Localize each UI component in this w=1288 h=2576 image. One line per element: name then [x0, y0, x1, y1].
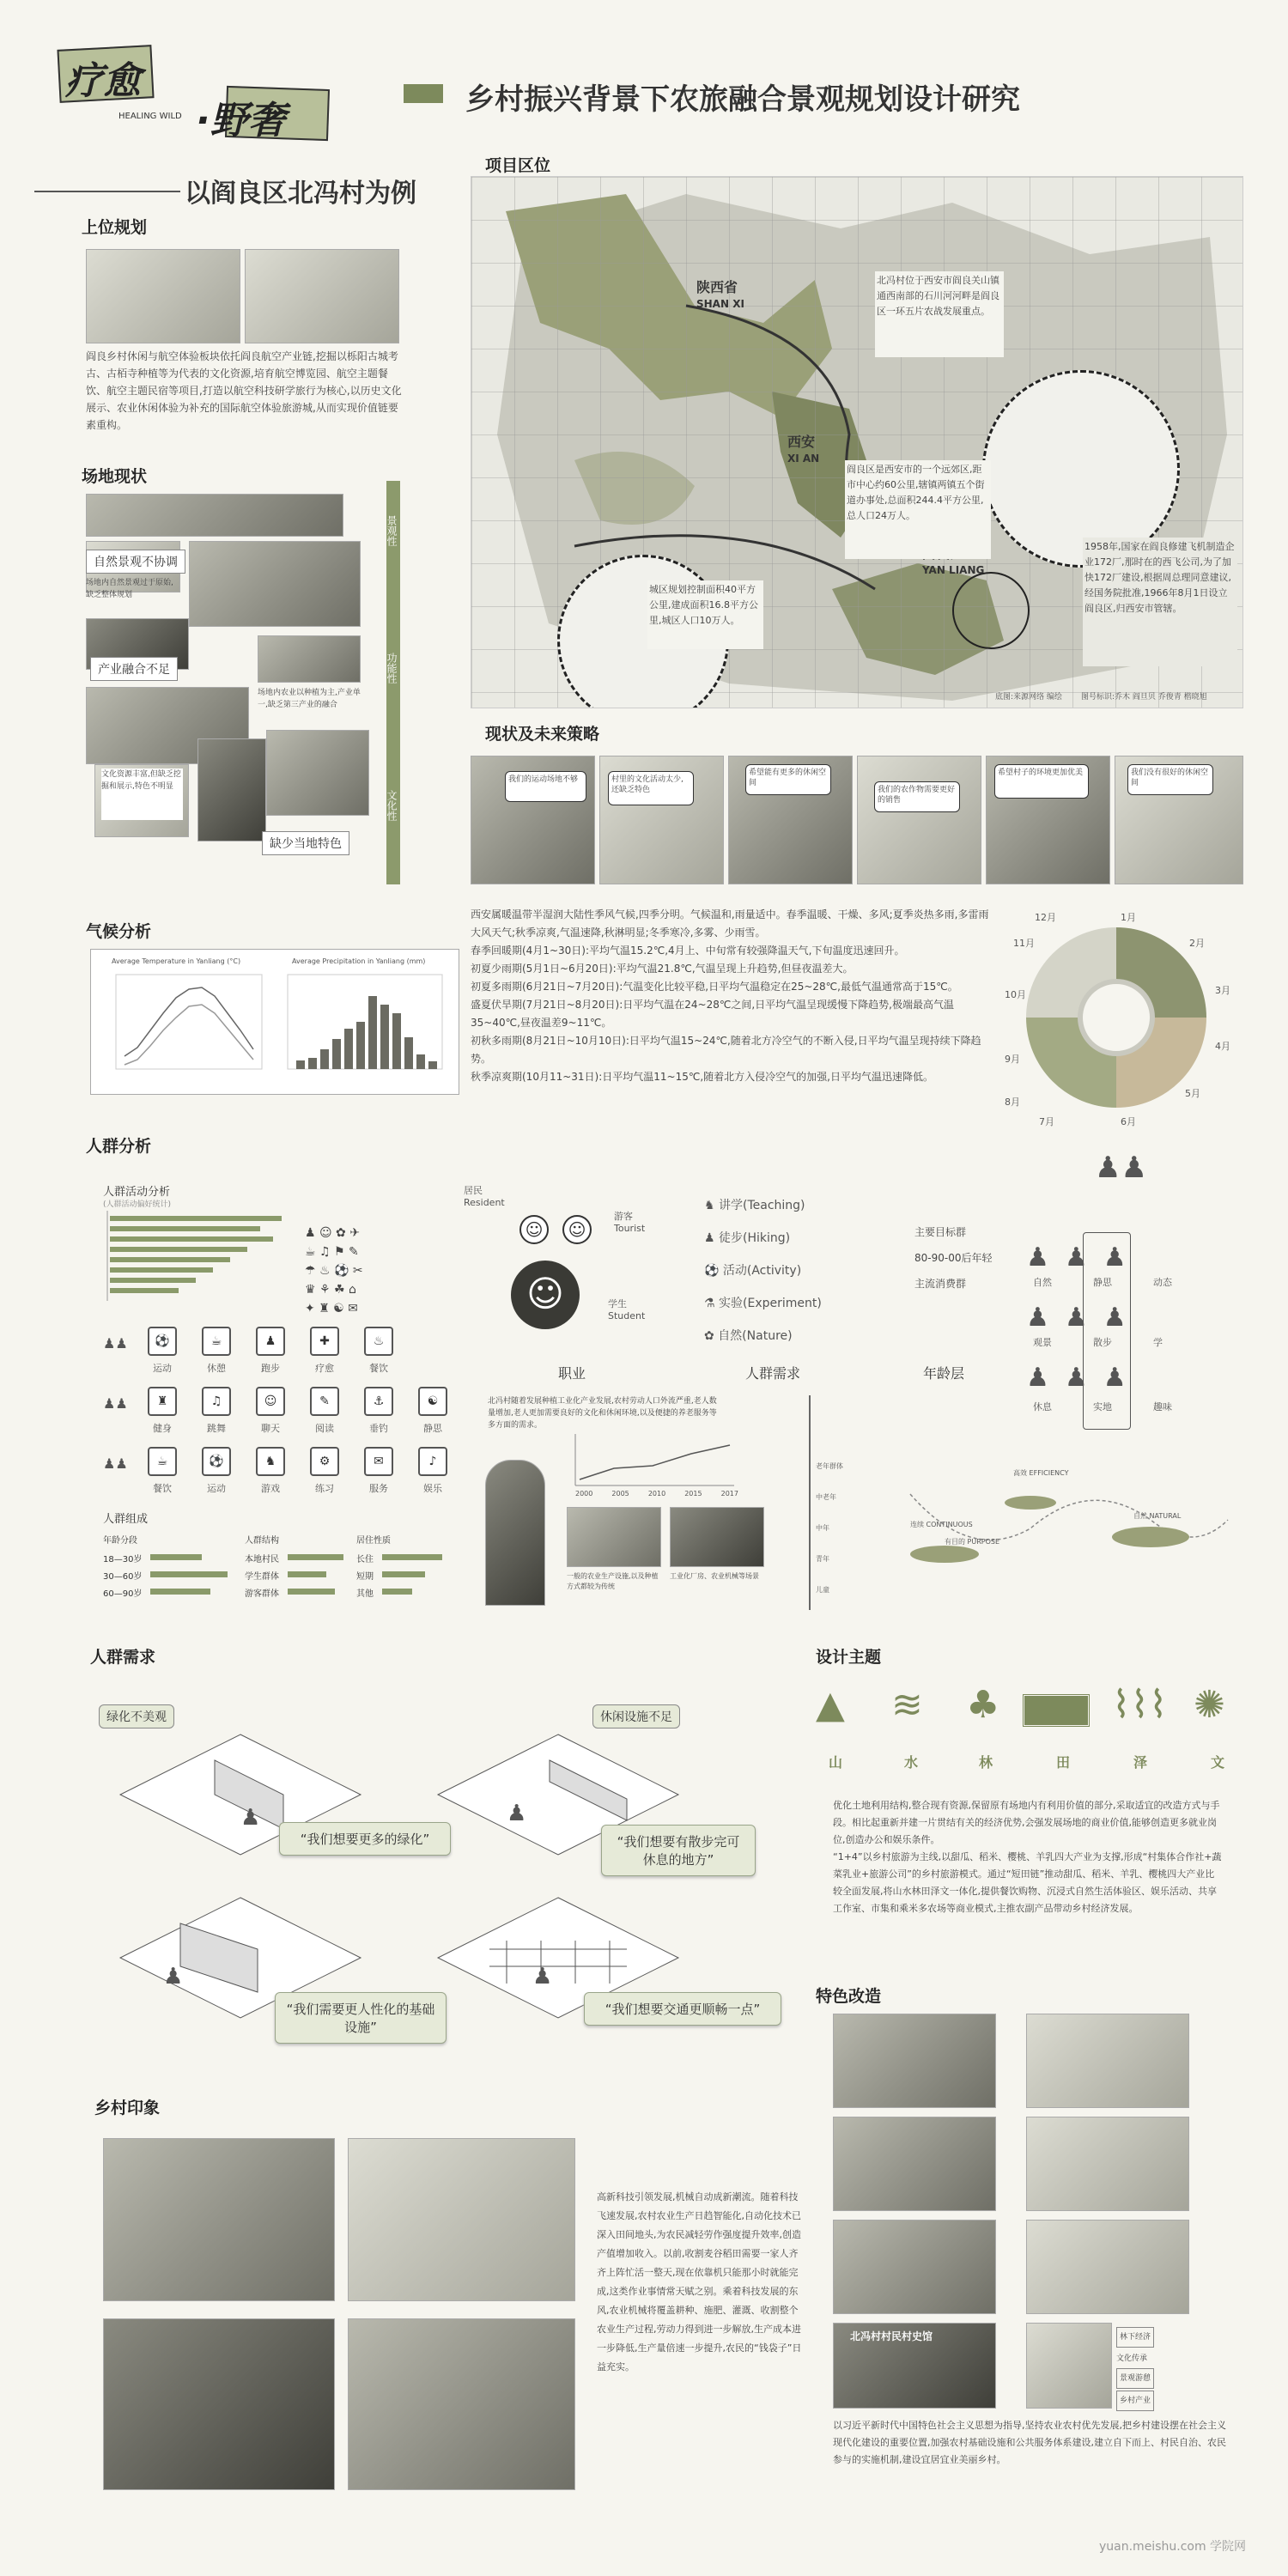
pict-label: 静思: [1093, 1277, 1112, 1288]
age-tick: 中老年: [816, 1493, 836, 1501]
activity-label: 跑步: [261, 1363, 280, 1374]
temp-chart-title: Average Temperature in Yanliang (°C): [112, 957, 241, 965]
marsh-icon: ⌇⌇⌇: [1112, 1683, 1168, 1727]
activity-icon: ☺: [256, 1387, 285, 1416]
activity-icon: ♨: [364, 1327, 393, 1356]
activity-title: 人群活动分析: [103, 1186, 171, 1199]
needs-quote: “我们想要有散步完可休息的地方”: [601, 1825, 756, 1876]
activity-subtitle: (人群活动偏好统计): [103, 1200, 172, 1209]
need-item: ⚗ 实验(Experiment): [704, 1297, 822, 1310]
activity-label: 游戏: [261, 1483, 280, 1494]
activity-label: 练习: [315, 1483, 334, 1494]
site-side-1: 景观性: [386, 515, 398, 546]
persona-col-header: 职业: [558, 1365, 586, 1382]
comp-res-1: 长住: [356, 1555, 374, 1564]
year-tick: 2017: [720, 1490, 738, 1498]
upper-plan-heading: 上位规划: [82, 218, 148, 237]
activity-icon: ✚: [310, 1327, 339, 1356]
tourist-label: 游客: [614, 1211, 633, 1222]
pict-label: 观景: [1033, 1337, 1052, 1348]
student-label: 学生: [608, 1298, 627, 1309]
activity-icon: ⚽: [202, 1447, 231, 1476]
pictogram-figure: ♟♟: [1095, 1151, 1147, 1185]
month-label: 2月: [1189, 938, 1205, 949]
target-line: 主要目标群: [914, 1226, 967, 1238]
activity-label: 健身: [153, 1423, 172, 1434]
persona-resident: [464, 1185, 505, 1209]
people-heading: 人群分析: [86, 1137, 152, 1156]
renovation-after-2: [1026, 2117, 1189, 2211]
climate-heading: 气候分析: [86, 922, 152, 941]
logo: [50, 34, 376, 155]
renovation-heading: 特色改造: [816, 1987, 882, 2006]
subtitle-line: [34, 191, 180, 192]
needs-quote: “我们想要交通更顺畅一点”: [584, 1992, 781, 2026]
comp-bar: [382, 1554, 442, 1560]
climate-para: 春季回暖期(4月1~30日):平均气温15.2℃,4月上、中旬常有较强降温天气,下旬温度迅速回升。: [471, 945, 905, 957]
water-icon: ≋: [891, 1683, 923, 1727]
elder-photo: [485, 1460, 545, 1606]
site-tag-culture: 缺少当地特色: [262, 831, 349, 855]
theme-label: 山: [829, 1754, 843, 1771]
precip-chart-title: Average Precipitation in Yanliang (mm): [292, 957, 426, 965]
activity-bar-chart: [103, 1211, 301, 1305]
shaanxi-en: SHAN XI: [696, 298, 744, 310]
impression-photo-2: [348, 2138, 575, 2301]
theme-label: 文: [1211, 1754, 1225, 1771]
hiking-icon: ♟: [704, 1231, 720, 1245]
xian-label: [787, 434, 819, 466]
nature-icon: ✿: [704, 1329, 719, 1343]
logo-en: HEALING WILD: [118, 112, 182, 121]
activity-icon: ✎: [310, 1387, 339, 1416]
strategy-photo: [857, 756, 981, 884]
needs-tag-rest: 休闲设施不足: [592, 1704, 680, 1728]
site-note-3: 文化资源丰富,但缺乏挖掘和展示,特色不明显: [101, 769, 183, 820]
comp-bar: [150, 1554, 202, 1560]
activity-label: 餐饮: [153, 1483, 172, 1494]
speech-bubble: 我们没有很好的休闲空间: [1127, 764, 1213, 795]
month-label: 6月: [1121, 1116, 1136, 1127]
map-note-1: 北冯村位于西安市阎良关山镇通西南部的石川河河畔是阎良区一环五片农战发展重点。: [875, 271, 1004, 357]
needs-quote: “我们需要更人性化的基础设施”: [275, 1992, 447, 2044]
renovation-text: 以习近平新时代中国特色社会主义思想为指导,坚持农业农村优先发展,把乡村建设摆在社会主义现代化建设的重要位置,加强农村基础设施和公共服务体系建设,建立自下而上、村民自治、农民参与的实施机制,建设宜居宜业美丽乡村。: [833, 2420, 1226, 2465]
age-tick: 老年群体: [816, 1462, 843, 1470]
pict-label: 散步: [1093, 1337, 1112, 1348]
pict-label: 学: [1153, 1337, 1163, 1348]
need-item: ♞ 讲学(Teaching): [704, 1199, 805, 1212]
wheel-inner: [1078, 979, 1155, 1056]
impression-photo-4: [348, 2318, 575, 2490]
shaanxi-name: 陕西省: [696, 279, 738, 295]
site-status-heading: 场地现状: [82, 467, 148, 486]
speech-bubble: 我们的农作物需要更好的销售: [874, 781, 960, 812]
theme-para: 优化土地利用结构,整合现有资源,保留原有场地内有利用价值的部分,采取适宜的改造方式与手段。相比起重新并建一片贯结有关的经济优势,会强发展场地的商业价值,能够创造更多就业岗位,创造办公和娱乐条件。: [833, 1800, 1220, 1845]
flow-tag: 高效 EFFICIENCY: [1013, 1469, 1069, 1477]
site-photo-road: [86, 494, 343, 537]
activity-icon: ♞: [256, 1447, 285, 1476]
climate-para: 初秋多雨期(8月21日~10月10日):日平均气温15~24℃,随着北方冷空气的不断入侵,日平均气温呈现持续下降趋势。: [471, 1035, 981, 1065]
needs-heading: 人群需求: [90, 1648, 156, 1667]
pict-label: 实地: [1093, 1401, 1112, 1413]
flow-diagram: [893, 1443, 1236, 1597]
row-2-figure: ♟♟: [103, 1395, 128, 1412]
season-wheel: [1005, 910, 1254, 1133]
strategy-heading: 现状及未来策略: [485, 725, 600, 744]
pict-label: 休息: [1033, 1401, 1052, 1413]
activity-label: 运动: [207, 1483, 226, 1494]
pictogram-grid: ♟♟♟ ♟♟♟ ♟♟♟: [1026, 1242, 1142, 1393]
speech-bubble: 村里的文化活动太少,还缺乏特色: [608, 771, 694, 805]
month-label: 9月: [1005, 1054, 1020, 1065]
renovation-after-4: [1026, 2323, 1112, 2409]
trend-years: [575, 1490, 738, 1498]
need-item: ♟ 徒步(Hiking): [704, 1231, 791, 1245]
activity-label: 服务: [369, 1483, 388, 1494]
target-group-text: [914, 1219, 992, 1297]
needs-tag-green: 绿化不美观: [99, 1704, 174, 1728]
activity-icon: ☯: [418, 1387, 447, 1416]
pict-label: 趣味: [1153, 1401, 1172, 1413]
site-photo-7: [266, 730, 369, 816]
impression-photo-3: [103, 2318, 335, 2490]
month-label: 5月: [1185, 1088, 1200, 1099]
trend-chart: [567, 1430, 738, 1494]
row-1-figure: ♟♟: [103, 1335, 128, 1352]
tourist-en: Tourist: [614, 1223, 646, 1234]
renovation-before-2: [833, 2117, 996, 2211]
month-label: 11月: [1013, 938, 1035, 949]
month-label: 4月: [1215, 1041, 1230, 1052]
field-icon: [1022, 1693, 1091, 1728]
renovation-side-label: 林下经济: [1116, 2327, 1154, 2348]
shaanxi-label: [696, 280, 744, 312]
renovation-sign-text: 北冯村村民村史馆: [850, 2330, 933, 2342]
teach-icon: ♞: [704, 1199, 720, 1212]
svg-text:♟: ♟: [532, 1964, 553, 1990]
pict-label: 动态: [1153, 1277, 1172, 1288]
map-footer-right: 图号标识:乔木 阎旦贝 乔俊青 楷晓旭: [1081, 693, 1207, 702]
month-label: 1月: [1121, 912, 1136, 923]
comp-bar: [288, 1589, 335, 1595]
watermark: yuan.meishu.com 学院网: [1099, 2540, 1247, 2554]
site-tag-landscape: 自然景观不协调: [86, 550, 185, 574]
age-axis: [809, 1395, 811, 1610]
farm-photo-2: [670, 1507, 764, 1567]
logo-sub: ·野奢: [196, 99, 286, 143]
tourist-avatar-1: ☺: [519, 1215, 549, 1244]
climate-para: 初夏少雨期(5月1日~6月20日):平均气温21.8℃,气温呈现上升趋势,但昼夜温差大。: [471, 963, 854, 975]
site-note-1: 场地内自然景观过于原始,缺乏整体规划: [86, 579, 173, 599]
activity-row-3: [103, 1447, 464, 1498]
activity-label: 疗愈: [315, 1363, 334, 1374]
renovation-before-1: [833, 2014, 996, 2108]
comp-bar: [150, 1589, 210, 1595]
comp-res-3: 其他: [356, 1589, 374, 1599]
needs-list: [704, 1189, 884, 1352]
comp-bar: [288, 1571, 326, 1577]
svg-text:♟: ♟: [507, 1801, 527, 1826]
xian-name: 西安: [787, 434, 816, 450]
activity-icon: ⚓: [364, 1387, 393, 1416]
month-label: 3月: [1215, 985, 1230, 996]
comp-bar: [382, 1571, 425, 1577]
theme-label: 田: [1056, 1754, 1071, 1771]
renovation-side-label: 景观游憩: [1116, 2368, 1154, 2389]
activity-label: 静思: [423, 1423, 442, 1434]
svg-text:♟: ♟: [163, 1964, 184, 1990]
student-avatar: ☺: [511, 1261, 580, 1329]
farm-caption-2: 工业化厂房、农业机械等场景: [670, 1572, 759, 1580]
target-line: 主流消费群: [914, 1278, 967, 1290]
activity-label: 阅读: [315, 1423, 334, 1434]
site-photo-2: [189, 541, 361, 627]
map-circle-small: [952, 572, 1030, 649]
pict-highlight: [1083, 1232, 1131, 1430]
activity-icon: ⚙: [310, 1447, 339, 1476]
age-tick: 青年: [816, 1555, 829, 1563]
activity-icon: ♜: [148, 1387, 177, 1416]
activity-icon: ⚽: [148, 1327, 177, 1356]
farm-photo-1: [567, 1507, 661, 1567]
target-line: 80-90-00后年轻: [914, 1252, 993, 1264]
renovation-side-label: 乡村产业: [1116, 2391, 1154, 2411]
activity-icons-grid: ♟ ☺ ✿ ✈ ☕ ♫ ⚑ ✎ ☂ ♨ ⚽ ✂ ♛ ⚘ ☘ ⌂ ✦ ♜ ☯ ✉: [305, 1226, 363, 1315]
yanliang-en: YAN LIANG: [922, 564, 985, 576]
activity-label: 垂钓: [369, 1423, 388, 1434]
need-item: ⚽ 活动(Activity): [704, 1264, 802, 1278]
comp-age-3: 60—90岁: [103, 1589, 143, 1599]
composition-block: [103, 1533, 464, 1610]
experiment-icon: ⚗: [704, 1297, 720, 1310]
xian-en: XI AN: [787, 453, 820, 465]
student-en: Student: [608, 1310, 646, 1321]
site-photo-tower: [197, 738, 266, 841]
site-side-2: 功能性: [386, 653, 398, 683]
activity-icon: ♫: [202, 1387, 231, 1416]
svg-text:♟: ♟: [240, 1805, 261, 1831]
persona-col-header: 年龄层: [923, 1365, 965, 1382]
activity-label: 休憩: [207, 1363, 226, 1374]
climate-para: 初夏多雨期(6月21日~7月20日):气温变化比较平稳,日平均气温稳定在25~28℃,最低气温通常高于15℃。: [471, 981, 958, 993]
activity-label: 聊天: [261, 1423, 280, 1434]
need-item: ✿ 自然(Nature): [704, 1329, 793, 1343]
month-label: 7月: [1039, 1116, 1054, 1127]
theme-label: 泽: [1133, 1754, 1148, 1771]
speech-bubble: 希望村子的环境更加优美: [994, 764, 1089, 799]
persona-col-header: 人群需求: [745, 1365, 801, 1382]
resident-en: Resident: [464, 1197, 505, 1208]
site-note-2: 场地内农业以种植为主,产业单一,缺乏第三产业的融合: [258, 689, 361, 709]
flow-tag: 有目的 PURPOSE: [945, 1538, 1000, 1546]
activity-row-2: [103, 1387, 464, 1438]
activity-label: 餐饮: [369, 1363, 388, 1374]
precip-chart: [279, 970, 451, 1082]
forest-icon: ♣: [966, 1683, 1000, 1727]
map-note-2: 阎良区是西安市的一个远郊区,距市中心约60公里,辖镇两镇五个街道办事处,总面积244.4平方公里,总人口24万人。: [845, 460, 991, 559]
activity-label: 娱乐: [423, 1483, 442, 1494]
activity-icon: ⚽: [704, 1264, 723, 1278]
impression-text: 高新科技引领发展,机械自动成新潮流。随着科技飞速发展,农村农业生产日趋智能化,自动化技术已深入田间地头,为农民减轻劳作强度提升效率,创造产值增加收入。以前,收割麦谷稻田需要一家人齐齐上阵忙活一整天,现在依靠机只能那小时就能完成,这类作业事情常天赋之别。乘着科技发展的东风,农业机械将覆盖耕种、施肥、灌溉、收割整个农业生产过程,劳动力得到进一步解放,生产成本进一步降低,生产量倍速一步提升,农民的“钱袋子”日益充实。: [597, 2191, 802, 2372]
comp-struct-1: 本地村民: [245, 1555, 279, 1564]
map-note-4: 1958年,国家在阎良修建飞机制造企业172厂,那时在的西飞公司,为了加快172厂建设,根据周总理同意建议,经国务院批准,1966年8月1日设立阎良区,归西安市管辖。: [1083, 538, 1237, 666]
temp-chart: [107, 970, 270, 1082]
age-tick: 中年: [816, 1524, 829, 1532]
page-subtitle: 以阎良区北冯村为例: [185, 179, 416, 209]
speech-bubble: 我们的运动场地不够: [505, 771, 586, 802]
culture-icon: ✺: [1194, 1683, 1225, 1727]
logo-main: 疗愈: [65, 59, 141, 103]
renovation-before-3: [833, 2220, 996, 2314]
upper-plan-map-1: [86, 249, 240, 343]
comp-struct-3: 游客群体: [245, 1589, 279, 1599]
activity-icon: ☕: [148, 1447, 177, 1476]
year-tick: 2005: [611, 1490, 629, 1498]
comp-bar: [150, 1571, 228, 1577]
theme-heading: 设计主题: [816, 1648, 882, 1667]
month-label: 12月: [1035, 912, 1056, 923]
location-heading: 项目区位: [485, 156, 551, 175]
activity-label: 运动: [153, 1363, 172, 1374]
mountain-icon: ▲: [816, 1683, 845, 1727]
comp-col-res: 居住性质: [356, 1536, 391, 1546]
comp-bar: [382, 1589, 412, 1595]
needs-quote: “我们想要更多的绿化”: [279, 1822, 451, 1856]
comp-res-2: 短期: [356, 1572, 374, 1582]
renovation-after-1: [1026, 2014, 1189, 2108]
activity-icon: ♪: [418, 1447, 447, 1476]
pict-label: 自然: [1033, 1277, 1052, 1288]
activity-label: 跳舞: [207, 1423, 226, 1434]
year-tick: 2010: [647, 1490, 666, 1498]
renovation-side-label: 文化传承: [1116, 2354, 1148, 2363]
persona-tourist: [614, 1211, 645, 1235]
farm-caption-1: 一般的农业生产设施,以及种植方式都较为传统: [567, 1572, 659, 1590]
comp-age-1: 18—30岁: [103, 1555, 143, 1564]
site-photo-4: [258, 635, 361, 683]
pictogram-panel: [1026, 1151, 1189, 1434]
title-marker: [404, 84, 443, 103]
upper-plan-map-2: [245, 249, 399, 343]
composition-title: 人群组成: [103, 1513, 149, 1526]
month-label: 10月: [1005, 989, 1026, 1000]
theme-label: 林: [979, 1754, 993, 1771]
theme-icons: [816, 1683, 1236, 1769]
speech-bubble: 希望能有更多的休闲空间: [745, 764, 831, 795]
site-tag-industry: 产业融合不足: [90, 657, 178, 681]
upper-plan-text: 阎良乡村休闲与航空体验板块依托阎良航空产业链,挖掘以栎阳古城考古、古栢寺种植等为代表的文化资源,培育航空博览园、航空主题餐饮、航空主题民宿等项目,打造以航空科技研学旅行为核心,以历史文化展示、农业休闲体验为补充的国际航空体验旅游城,从而实现价值链要素重构。: [86, 350, 402, 431]
year-tick: 2000: [575, 1490, 593, 1498]
climate-text: [471, 906, 994, 1163]
location-map: [471, 176, 1243, 708]
site-side-3: 文化性: [386, 790, 398, 821]
climate-para: 西安属暖温带半湿润大陆性季风气候,四季分明。气候温和,雨量适中。春季温暖、干燥、多风;夏季炎热多雨,多雷雨大风天气;秋季凉爽,气温速降,秋淋明显;冬季寒冷,多雾、少雨雪。: [471, 908, 989, 939]
persona-student: [608, 1298, 645, 1322]
strategy-strip: [471, 756, 1243, 884]
comp-struct-2: 学生群体: [245, 1572, 279, 1582]
activity-icon: ☕: [202, 1327, 231, 1356]
age-ticks: [816, 1451, 843, 1606]
year-tick: 2015: [684, 1490, 702, 1498]
activity-icon: ✉: [364, 1447, 393, 1476]
row-3-figure: ♟♟: [103, 1455, 128, 1472]
tourist-avatar-2: ☺: [562, 1215, 592, 1244]
renovation-after-3: [1026, 2220, 1189, 2314]
activity-row-1: [103, 1327, 447, 1378]
theme-para: “1+4”以乡村旅游为主线,以甜瓜、稻米、樱桃、羊乳四大产业为支撑,形成“村集体合作社+蔬菜乳业+旅游公司”的乡村旅游模式。通过“短田链”推动甜瓜、稻米、羊乳、樱桃四大产业比较全面发展,将山水林田泽文一体化,提供餐饮购物、沉浸式自然生活体验区、娱乐活动、共享工作室、市集和乘米多农场等商业模式,主推农副产品带动乡村经济发展。: [833, 1851, 1222, 1914]
resident-label: 居民: [464, 1185, 483, 1196]
map-footer-left: 底图:来源网络 编绘: [995, 693, 1062, 702]
renovation-side-labels: [1116, 2327, 1154, 2411]
profession-text: 北冯村随着发展种植工业化产业发展,农村劳动人口外流严重,老人数量增加,老人更加需要良好的文化和休闲环境,以及便捷的养老服务等多方面的需求。: [488, 1397, 717, 1430]
theme-label: 水: [904, 1754, 919, 1771]
activity-icon: ♟: [256, 1327, 285, 1356]
comp-bar: [288, 1554, 343, 1560]
comp-col-struct: 人群结构: [245, 1536, 279, 1546]
comp-col-age: 年龄分段: [103, 1536, 137, 1546]
flow-tag: 自然 NATURAL: [1133, 1512, 1182, 1520]
flow-tag: 连续 CONTINUOUS: [910, 1521, 973, 1528]
climate-para: 秋季凉爽期(10月11~31日):日平均气温11~15℃,随着北方入侵冷空气的加强,日平均气温迅速降低。: [471, 1071, 933, 1083]
theme-text: [833, 1797, 1224, 1978]
impression-photo-1: [103, 2138, 335, 2301]
map-note-3: 城区规划控制面积40平方公里,建成面积16.8平方公里,城区人口10万人。: [647, 580, 763, 649]
age-tick: 儿童: [816, 1586, 829, 1594]
page-title: 乡村振兴背景下农旅融合景观规划设计研究: [465, 82, 1020, 117]
impression-heading: 乡村印象: [94, 2099, 161, 2117]
comp-age-2: 30—60岁: [103, 1572, 143, 1582]
climate-para: 盛夏伏旱期(7月21日~8月20日):日平均气温在24~28℃之间,日平均气温呈现缓慢下降趋势,极端最高气温35~40℃,昼夜温差9~11℃。: [471, 999, 954, 1029]
month-label: 8月: [1005, 1097, 1020, 1108]
